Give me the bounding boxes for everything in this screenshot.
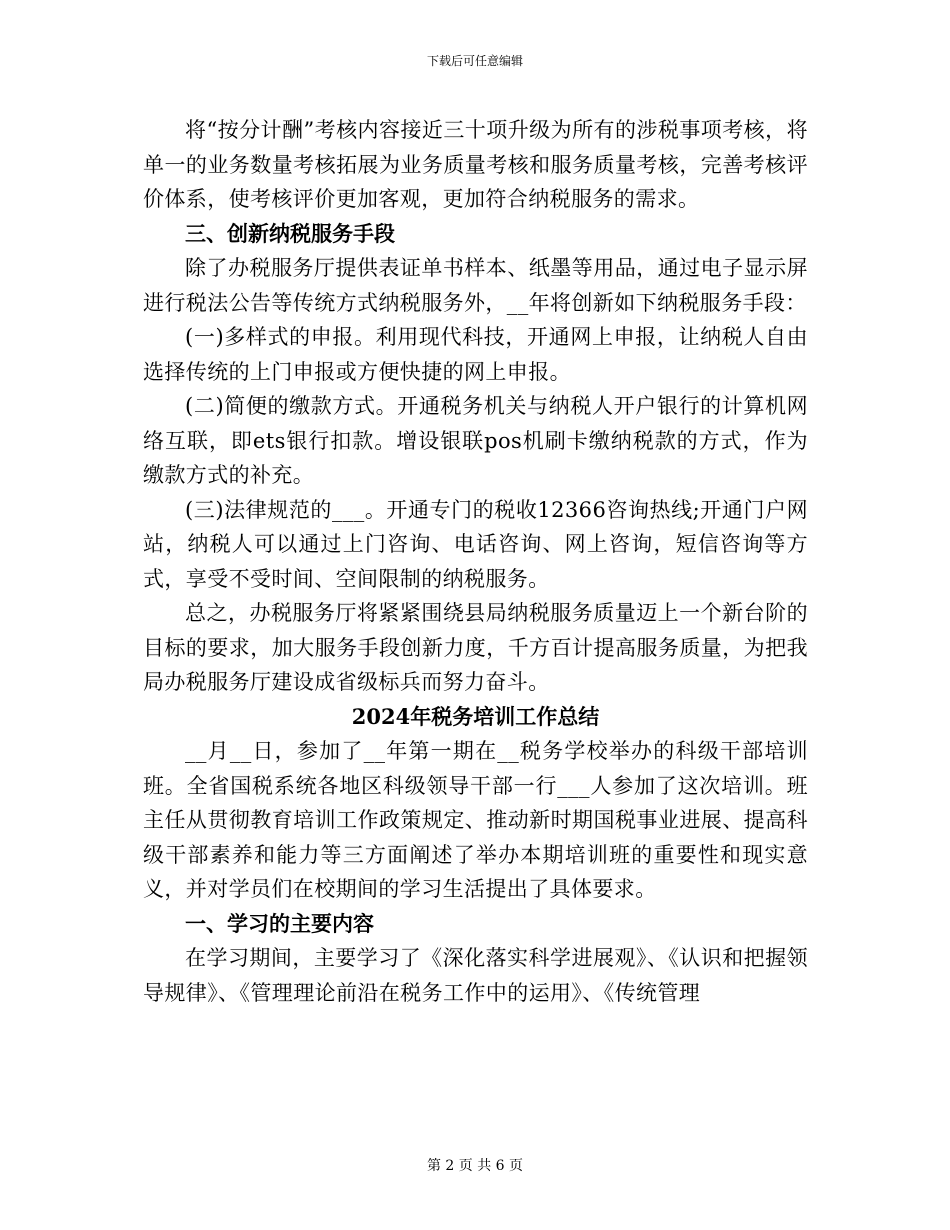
paragraph-filing: (一)多样式的申报。利用现代科技，开通网上申报，让纳税人自由选择传统的上门申报或方便快捷的网上申报。 (143, 325, 808, 384)
document-body (143, 113, 808, 1010)
paragraph-payment: (二)简便的缴款方式。开通税务机关与纳税人开户银行的计算机网络互联，即ets银行扣款。增设银联pos机刷卡缴纳税款的方式，作为缴款方式的补充。 (143, 394, 808, 487)
paragraph-conclusion: 总之，办税服务厅将紧紧围绕县局纳税服务质量迈上一个新台阶的目标的要求，加大服务手段创新力度，千方百计提高服务质量，为把我局办税服务厅建设成省级标兵而努力奋斗。 (143, 601, 808, 694)
page-number: 第 2 页 共 6 页 (426, 1158, 524, 1174)
page-header-note: 下载后可任意编辑 (426, 54, 523, 68)
paragraph-assessment: 将“按分计酬”考核内容接近三十项升级为所有的涉税事项考核，将单一的业务数量考核拓展为业务质量考核和服务质量考核，完善考核评价体系，使考核评价更加客观，更加符合纳税服务的需求。 (143, 118, 808, 211)
paragraph-training-intro: __月__日，参加了__年第一期在__税务学校举办的科级干部培训班。全省国税系统各地区科级领导干部一行___人参加了这次培训。班主任从贯彻教育培训工作政策规定、推动新时期国税事业进展、提高科级干部素养和能力等三方面阐述了举办本期培训班的重要性和现实意义，并对学员们在校期间的学习生活提出了具体要求。 (143, 739, 808, 901)
paragraph-service-intro: 除了办税服务厅提供表证单书样本、纸墨等用品，通过电子显示屏进行税法公告等传统方式纳税服务外，__年将创新如下纳税服务手段： (143, 256, 808, 315)
section-heading-innovation: 三、创新纳税服务手段 (185, 220, 395, 246)
document-title-training-summary: 2024年税务培训工作总结 (351, 703, 600, 729)
paragraph-consulting: (三)法律规范的___。开通专门的税收12366咨询热线;开通门户网站，纳税人可以通过上门咨询、电话咨询、网上咨询，短信咨询等方式，享受不受时间、空间限制的纳税服务。 (143, 497, 808, 591)
section-heading-study-content: 一、学习的主要内容 (185, 910, 374, 936)
paragraph-study-content: 在学习期间，主要学习了《深化落实科学进展观》、《认识和把握领导规律》、《管理理论前沿在税务工作中的运用》、《传统管理 (143, 946, 808, 1005)
